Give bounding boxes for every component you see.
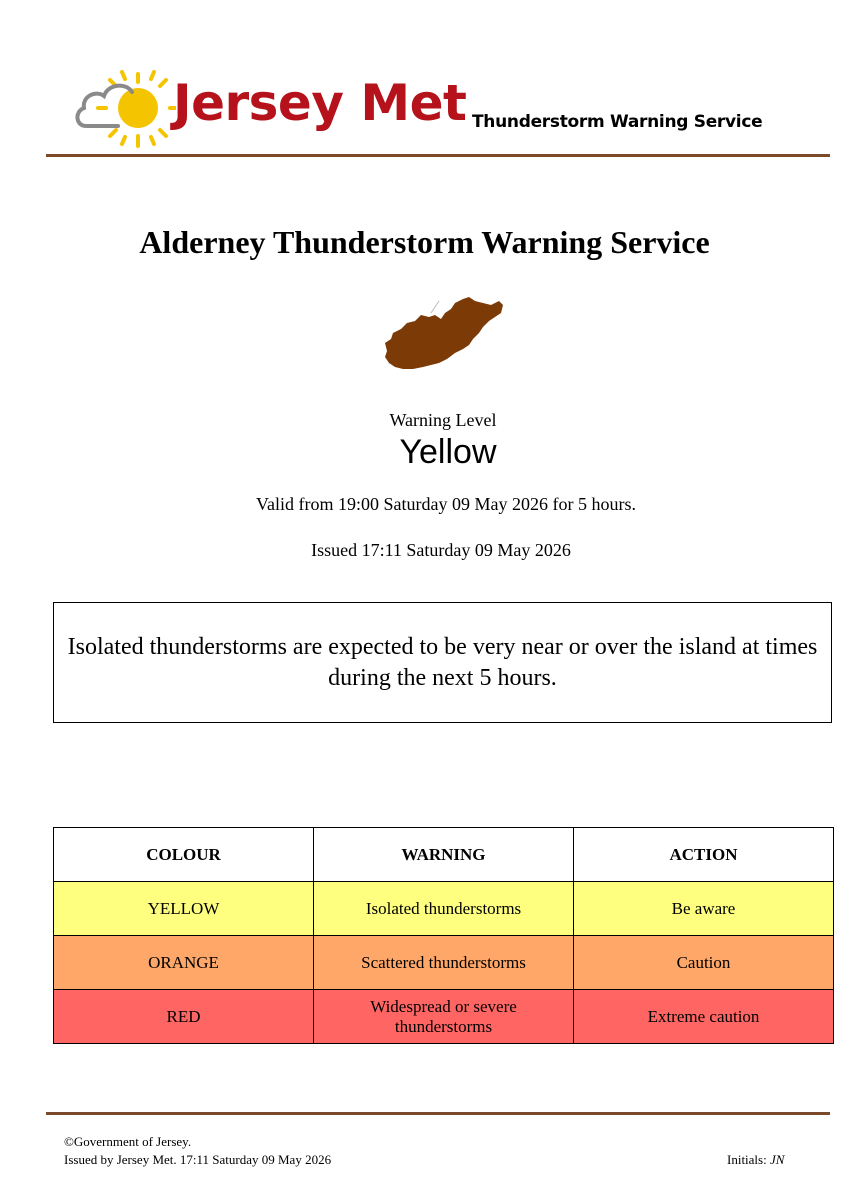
table-row <box>54 882 834 936</box>
header <box>0 0 849 160</box>
issued-time: Issued 17:11 Saturday 09 May 2026 <box>311 540 571 560</box>
warning-level-label: Warning Level <box>389 410 497 430</box>
cell-colour: RED <box>54 990 314 1044</box>
alderney-island-map <box>383 293 505 373</box>
cell-warning: Widespread or severe thunderstorms <box>314 990 574 1044</box>
initials-value: JN <box>769 1152 785 1167</box>
footer-divider <box>46 1112 830 1115</box>
copyright-text: ©Government of Jersey. <box>64 1134 192 1149</box>
cell-action: Caution <box>574 936 834 990</box>
warning-message: Isolated thunderstorms are expected to be very near or over the island at times during the next 5 hours. <box>67 633 818 691</box>
cell-action: Be aware <box>574 882 834 936</box>
initials-label: Initials: <box>727 1152 767 1167</box>
column-header-action: ACTION <box>574 828 834 882</box>
footer-initials <box>727 1151 784 1169</box>
warning-level-value: Yellow <box>399 433 497 471</box>
column-header-warning: WARNING <box>314 828 574 882</box>
cloud-sun-icon <box>72 70 176 152</box>
table-row <box>54 936 834 990</box>
column-header-colour: COLOUR <box>54 828 314 882</box>
header-divider <box>46 154 830 157</box>
table-row <box>54 990 834 1044</box>
footer-left <box>64 1133 331 1169</box>
page-title: Alderney Thunderstorm Warning Service <box>139 224 710 260</box>
valid-period: Valid from 19:00 Saturday 09 May 2026 for 5 hours. <box>256 494 636 514</box>
warning-message-box <box>53 602 832 723</box>
cell-warning: Isolated thunderstorms <box>314 882 574 936</box>
cell-action: Extreme caution <box>574 990 834 1044</box>
issued-by-text: Issued by Jersey Met. 17:11 Saturday 09 May 2026 <box>64 1152 332 1167</box>
table-header-row <box>54 828 834 882</box>
brand-name: Jersey Met <box>173 74 467 132</box>
cell-colour: YELLOW <box>54 882 314 936</box>
service-tagline: Thunderstorm Warning Service <box>472 112 763 132</box>
warning-levels-table <box>53 827 834 1044</box>
cell-warning: Scattered thunderstorms <box>314 936 574 990</box>
cell-colour: ORANGE <box>54 936 314 990</box>
